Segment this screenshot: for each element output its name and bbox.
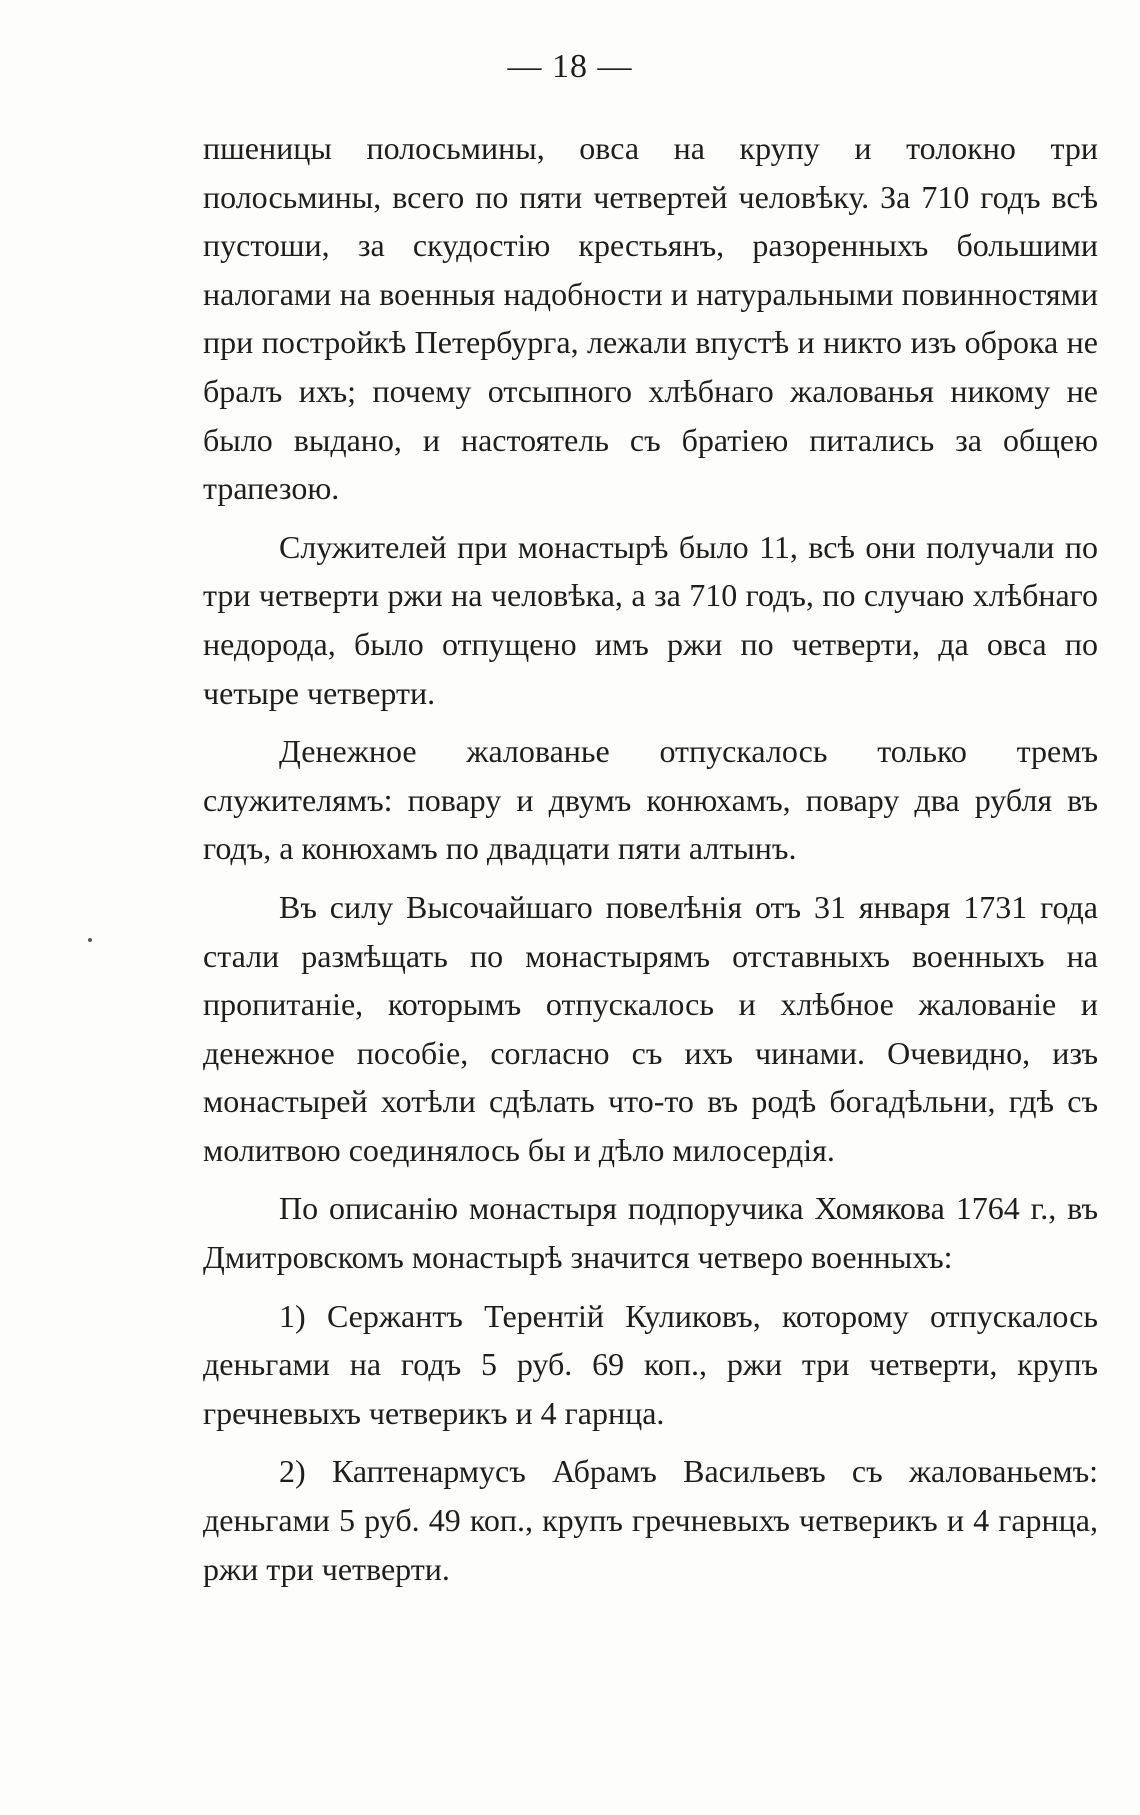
paragraph: Денежное жалованье отпускалось только тремъ служителямъ: повару и двумъ конюхамъ, повару два рубля въ годъ, а конюхамъ по двадцати пяти алтынъ.: [203, 733, 1098, 867]
paragraph: пшеницы полосьмины, овса на крупу и толокно три полосьмины, всего по пяти четвертей человѣку. За 710 годъ всѣ пустоши, за скудостію крестьянъ, разоренныхъ большими налогами на военныя надобности и натуральными повинностями при постройкѣ Петербурга, лежали впустѣ и никто изъ оброка не бралъ ихъ; почему отсыпного хлѣбнаго жалованья никому не было выдано, и настоятель съ братіею питались за общею трапезою.: [203, 130, 1098, 507]
page-body-text: [203, 124, 1098, 1603]
print-speck: [88, 938, 92, 942]
paragraph: Служителей при монастырѣ было 11, всѣ они получали по три четверти ржи на человѣка, а за 710 годъ, по случаю хлѣбнаго недорода, было отпущено имъ ржи по четверти, да овса по четыре четверти.: [203, 528, 1098, 711]
paragraph: По описанію монастыря подпоручика Хомякова 1764 г., въ Дмитровскомъ монастырѣ значится четверо военныхъ:: [203, 1190, 1098, 1276]
list-item-paragraph: 2) Каптенармусъ Абрамъ Васильевъ съ жалованьемъ: деньгами 5 руб. 49 коп., крупъ гречневыхъ четверикъ и 4 гарнца, ржи три четверти.: [203, 1453, 1098, 1587]
list-item-paragraph: 1) Сержантъ Терентій Куликовъ, которому отпускалось деньгами на годъ 5 руб. 69 коп., ржи три четверти, крупъ гречневыхъ четверикъ и 4 гарнца.: [203, 1297, 1098, 1431]
page-number: — 18 —: [507, 48, 633, 85]
paragraph: Въ силу Высочайшаго повелѣнія отъ 31 января 1731 года стали размѣщать по монастырямъ отставныхъ военныхъ на пропитаніе, которымъ отпускалось и хлѣбное жалованіе и денежное пособіе, согласно съ ихъ чинами. Очевидно, изъ монастырей хотѣли сдѣлать что-то въ родѣ богадѣльни, гдѣ съ молитвою соединялось бы и дѣло милосердія.: [203, 888, 1098, 1168]
